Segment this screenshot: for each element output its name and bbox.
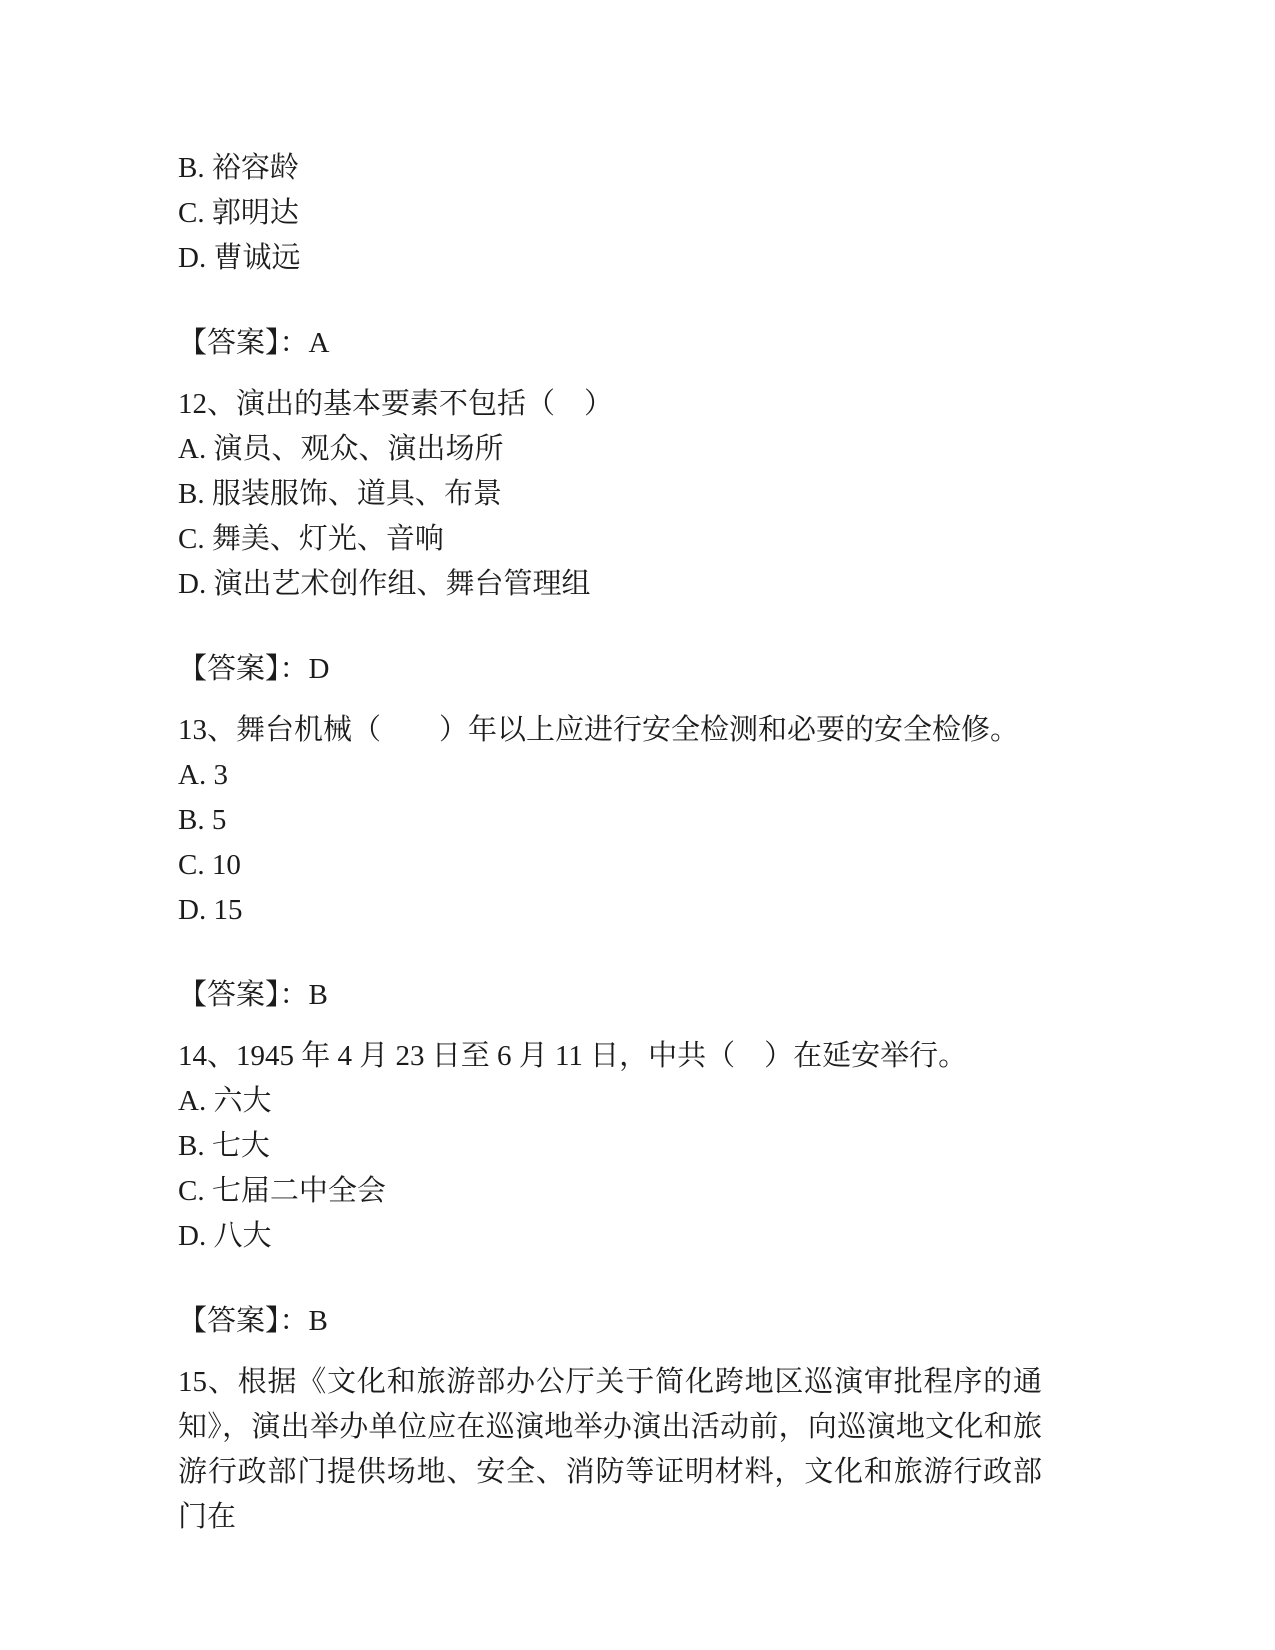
answer-line [178, 647, 1042, 692]
question-stem: 13、舞台机械（ ）年以上应进行安全检测和必要的安全检修。 [178, 714, 1020, 746]
option: D. 15 [178, 894, 243, 926]
option: B. 裕容龄 [178, 152, 299, 184]
question-block-13 [178, 708, 1042, 1018]
option: D. 八大 [178, 1220, 272, 1252]
answer-value: B [308, 979, 328, 1011]
question-stem: 12、演出的基本要素不包括（ ） [178, 388, 614, 420]
answer-line [178, 1299, 1042, 1344]
question-block-15 [178, 1360, 1042, 1540]
answer-prefix: 【答案】： [178, 327, 309, 359]
answer-prefix: 【答案】： [178, 1305, 309, 1337]
option: A. 3 [178, 759, 228, 791]
question-stem: 14、1945 年 4 月 23 日至 6 月 11 日，中共（ ）在延安举行。 [178, 1040, 968, 1072]
option: C. 郭明达 [178, 197, 299, 229]
option: D. 演出艺术创作组、舞台管理组 [178, 568, 591, 600]
option: B. 服装服饰、道具、布景 [178, 478, 502, 510]
option: C. 舞美、灯光、音响 [178, 523, 444, 555]
answer-line [178, 973, 1042, 1018]
question-stem: 15、根据《文化和旅游部办公厅关于简化跨地区巡演审批程序的通知》，演出举办单位应在巡演地举办演出活动前，向巡演地文化和旅游行政部门提供场地、安全、消防等证明材料，文化和旅游行政部门在 [178, 1366, 1042, 1533]
option: C. 七届二中全会 [178, 1175, 386, 1207]
answer-prefix: 【答案】： [178, 979, 309, 1011]
answer-line [178, 321, 1042, 366]
option: B. 5 [178, 804, 227, 836]
option: A. 六大 [178, 1085, 272, 1117]
option: D. 曹诚远 [178, 242, 301, 274]
answer-value: D [308, 653, 330, 685]
option: C. 10 [178, 849, 241, 881]
option: A. 演员、观众、演出场所 [178, 433, 504, 465]
answer-value: B [308, 1305, 328, 1337]
question-block-12 [178, 382, 1042, 692]
question-block-14 [178, 1034, 1042, 1344]
question-block-11 [178, 146, 1042, 366]
option: B. 七大 [178, 1130, 270, 1162]
answer-value: A [308, 327, 330, 359]
answer-prefix: 【答案】： [178, 653, 309, 685]
